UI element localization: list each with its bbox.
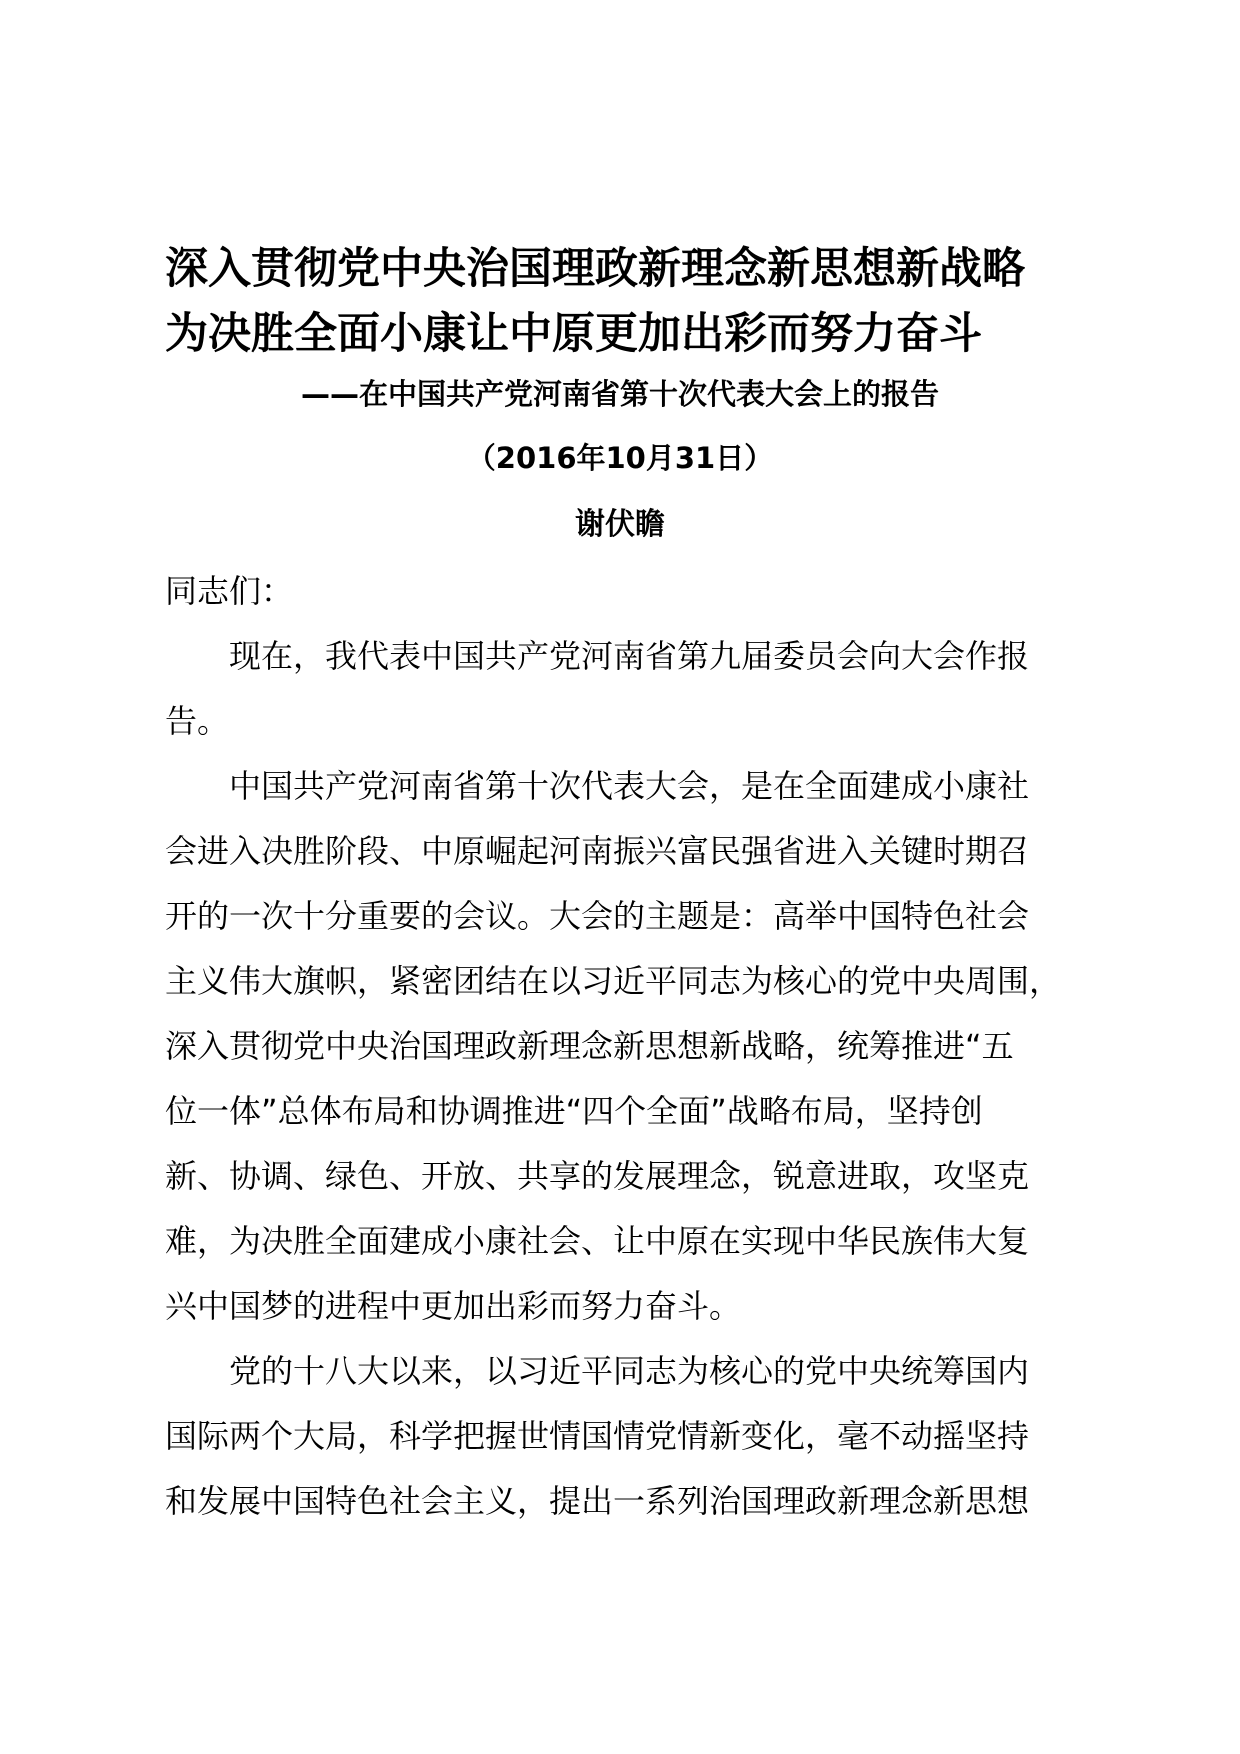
salutation: 同志们： (165, 572, 294, 610)
body-line: 会进入决胜阶段、中原崛起河南振兴富民强省进入关键时期召 (165, 832, 1030, 870)
body-line: 深入贯彻党中央治国理政新理念新思想新战略，统筹推进“五 (165, 1027, 1014, 1065)
body-line: 中国共产党河南省第十次代表大会，是在全面建成小康社 (165, 767, 1030, 805)
body-line: 开的一次十分重要的会议。大会的主题是：高举中国特色社会 (165, 897, 1030, 935)
document-date: （2016年10月31日） (466, 441, 774, 475)
body-line: 告。 (165, 702, 230, 740)
body-line: 和发展中国特色社会主义，提出一系列治国理政新理念新思想 (165, 1482, 1030, 1520)
body-line: 国际两个大局，科学把握世情国情党情新变化，毫不动摇坚持 (165, 1417, 1030, 1455)
body-line: 兴中国梦的进程中更加出彩而努力奋斗。 (165, 1287, 742, 1325)
body-line: 新、协调、绿色、开放、共享的发展理念，锐意进取，攻坚克 (165, 1157, 1030, 1195)
document-title-line-2: 为决胜全面小康让中原更加出彩而努力奋斗 (165, 309, 982, 359)
document-title-line-1: 深入贯彻党中央治国理政新理念新思想新战略 (165, 244, 1025, 294)
body-line: 党的十八大以来，以习近平同志为核心的党中央统筹国内 (165, 1352, 1030, 1390)
body-line: 主义伟大旗帜，紧密团结在以习近平同志为核心的党中央周围， (165, 962, 1062, 1000)
body-line: 现在，我代表中国共产党河南省第九届委员会向大会作报 (165, 637, 1030, 675)
body-line: 难，为决胜全面建成小康社会、让中原在实现中华民族伟大复 (165, 1222, 1030, 1260)
body-line: 位一体”总体布局和协调推进“四个全面”战略布局，坚持创 (165, 1092, 983, 1130)
document-subtitle: ——在中国共产党河南省第十次代表大会上的报告 (300, 377, 939, 411)
document-author: 谢伏瞻 (575, 507, 665, 542)
